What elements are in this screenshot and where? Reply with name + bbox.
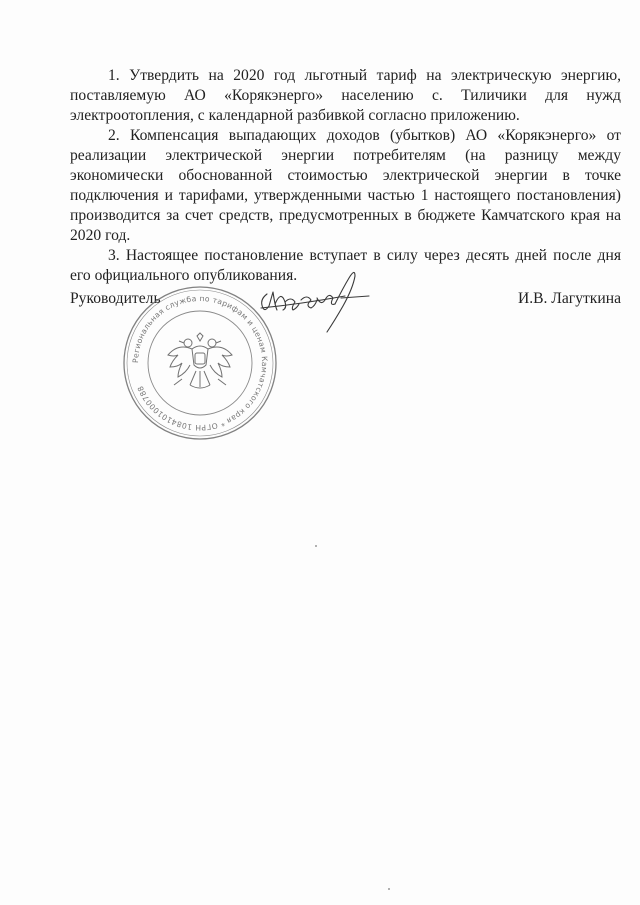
resolution-body (70, 66, 621, 286)
scan-speck (315, 545, 317, 547)
scan-speck (388, 888, 390, 890)
svg-text:Региональная служба по тарифам (131, 294, 269, 432)
eagle-emblem-icon (168, 333, 232, 388)
paragraph-2: 2. Компенсация выпадающих доходов (убытков) АО «Корякэнерго» от реализации электрической энергии потребителям (на разницу между экономически обоснованной стоимостью электрической энергии в точке подключения и тарифами, утвержденными частью 1 настоящего постановления) производится за счет средств, предусмотренных в бюджете Камчатского края на 2020 год. (70, 127, 621, 244)
paragraph-1: 1. Утвердить на 2020 год льготный тариф на электрическую энергию, поставляемую АО «Корякэнерго» населению с. Тиличики для нужд электроотопления, с календарной разбивкой согласно приложению. (70, 67, 621, 124)
signatory-name: И.В. Лагуткина (517, 290, 621, 307)
signatory-title: Руководитель (70, 290, 161, 307)
seal-ring-text: Региональная служба по тарифам и ценам Камчатского края * ОГРН 1084101000788 (130, 293, 270, 433)
handwritten-signature (255, 268, 385, 348)
paragraph-3: 3. Настоящее постановление вступает в силу через десять дней после дня его официального опубликования. (70, 247, 621, 284)
